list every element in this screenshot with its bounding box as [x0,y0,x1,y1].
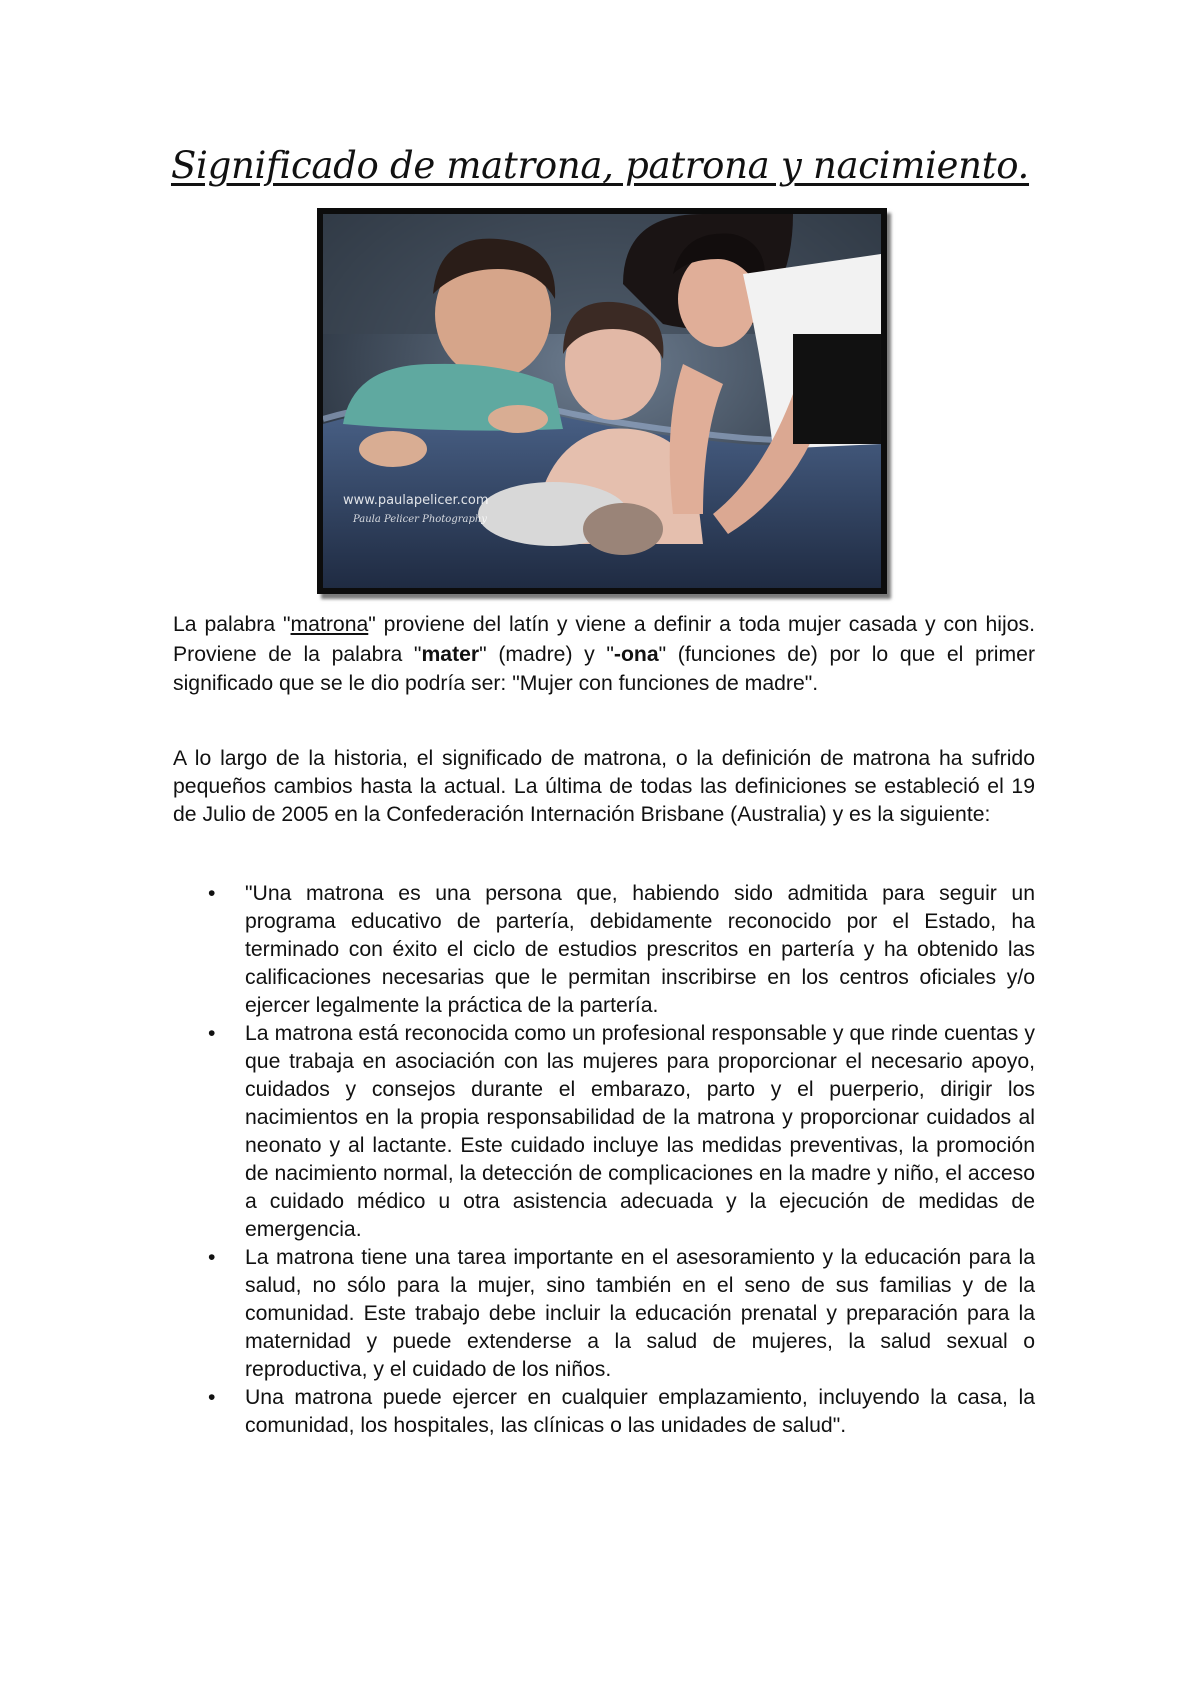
page-title: Significado de matrona, patrona y nacimiento. [170,144,1030,187]
matrona-link[interactable]: matrona [290,613,369,636]
list-item [173,880,1035,1020]
birth-photo-illustration [323,214,881,588]
definition-list [173,880,1035,1440]
list-item-text: La matrona está reconocida como un profesional responsable y que rinde cuentas y que trabaja en asociación con las mujeres para proporcionar el necesario apoyo, cuidados y consejos durante el embarazo, parto y el puerperio, dirigir los nacimientos en la propia responsabilidad de la matrona y proporcionar cuidados al neonato y al lactante. Este cuidado incluye las medidas preventivas, la promoción de nacimiento normal, la detección de complicaciones en la madre y niño, el acceso a cuidado médico u otra asistencia adecuada y la ejecución de medidas de emergencia. [245,1022,1035,1241]
bullet-icon: • [208,882,216,905]
intro-text-4: " (funciones de) por lo que el primer significado que se le dio podría ser: "Mujer con funciones de madre". [173,642,1036,695]
intro-text-1: La palabra " [173,613,291,636]
list-item-text: Una matrona puede ejercer en cualquier emplazamiento, incluyendo la casa, la comunidad, los hospitales, las clínicas o las unidades de salud". [245,1386,1035,1437]
list-item-text: La matrona tiene una tarea importante en el asesoramiento y la educación para la salud, no sólo para la mujer, sino también en el seno de sus familias y de la comunidad. Este trabajo debe incluir la educación prenatal y preparación para la maternidad y puede extenderse a la salud de mujeres, la salud sexual o reproductiva, y el cuidado de los niños. [245,1246,1035,1381]
photo-watermark-url: www.paulapelicer.com [343,493,489,508]
bullet-icon: • [208,1386,216,1409]
ona-bold: -ona [613,642,659,666]
photo-watermark-signature: Paula Pelicer Photography [353,514,487,525]
intro-text-2: " proviene del latín y viene a definir a toda mujer casada y con hijos. Proviene de la palabra " [173,613,1035,666]
intro-text-3: " (madre) y " [479,642,614,666]
birth-photo [317,208,887,594]
list-item [173,1384,1035,1440]
bullet-icon: • [208,1246,216,1269]
list-item [173,1244,1035,1384]
history-paragraph: A lo largo de la historia, el significado de matrona, o la definición de matrona ha sufrido pequeños cambios hasta la actual. La última de todas las definiciones se estableció el 19 de Julio de 2005 en la Confederación Internación Brisbane (Australia) y es la siguiente: [173,747,1035,826]
intro-paragraph [173,610,1035,699]
list-item-text: "Una matrona es una persona que, habiendo sido admitida para seguir un programa educativo de partería, debidamente reconocido por el Estado, ha terminado con éxito el ciclo de estudios prescritos en partería y ha obtenido las calificaciones necesarias que le permitan inscribirse en los centros oficiales y/o ejercer legalmente la práctica de la partería. [245,882,1035,1017]
mater-bold: mater [421,642,480,666]
bullet-icon: • [208,1022,216,1045]
list-item [173,1020,1035,1244]
